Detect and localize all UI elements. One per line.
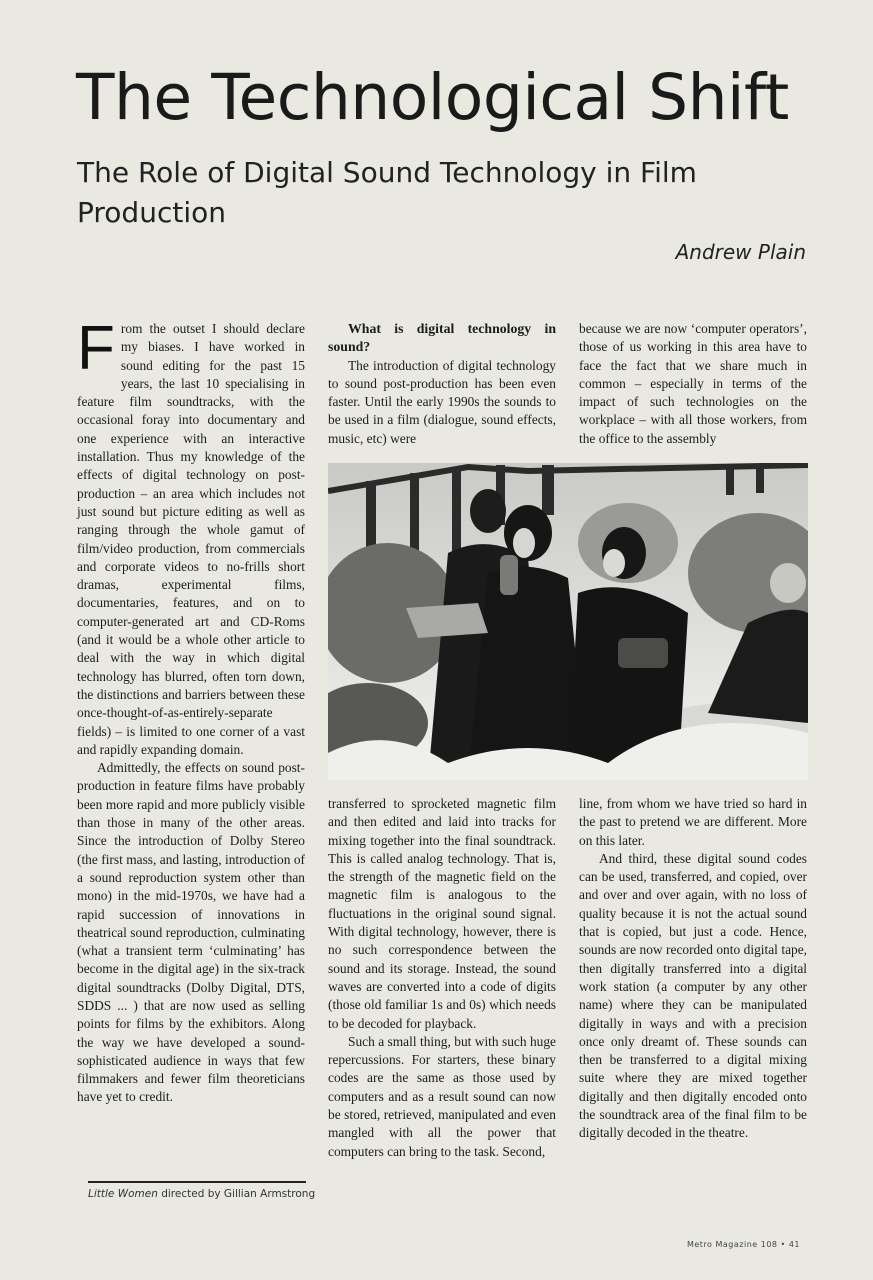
paragraph: Such a small thing, but with such huge repercussions. For starters, these binary codes are the same as those used by computers and as a result sound can now be stored, retrieved, manipulated and even mangled with all the power that computers can bring to the task. Second, [328, 1033, 556, 1159]
intro-text: rom the outset I should declare my biases. I have worked in sound editing for the past 15 years, the last 10 specialising in feature film soundtracks, with the occasional foray into documentary and one experience with an interactive installation. Thus my knowledge of the effects of digital technology on post-production – an area which includes not just sound but picture editing as well as ranging through the whole gamut of film/video production, from commercials and corporate videos to no-frills short dramas, experimental films, documentaries, features, and on to computer-generated art and CD-Roms (and it would be a whole other article to deal with the way in which digital technology has blurred, often torn down, the distinctions and barriers between these once-thought-of-as-entirely-separate fields) – is limited to one corner of a vast and rapidly expanding domain. [77, 321, 305, 757]
snow-scene-image [328, 463, 808, 780]
page-footer: Metro Magazine 108 • 41 [686, 1240, 800, 1249]
drop-cap: F [77, 314, 115, 383]
paragraph: transferred to sprocketed magnetic film and then edited and laid into tracks for mixing together into the final soundtrack. This is called analog technology. That is, the strength of the magnetic field on the magnetic film is analogous to the fluctuations in the original sound signal. With digital technology, however, there is no such correspondence between the sound and its storage. Instead, the sound waves are converted into a code of digits (those old familiar 1s and 0s) which needs to be decoded for playback. [328, 796, 556, 1031]
paragraph: because we are now ‘computer operators’, those of us working in this area have to face the fact that we share much in common – especially in terms of the impact of such technologies on the workplace – with all those workers, from the office to the assembly [579, 321, 807, 446]
column-2-bottom [328, 795, 556, 1161]
section-heading: What is digital technology in sound? [328, 321, 556, 355]
caption-divider [88, 1181, 306, 1183]
page-title: The Technological Shift [76, 61, 789, 134]
caption-film-title: Little Women [88, 1188, 158, 1200]
intro-paragraph [77, 314, 305, 759]
column-2-top [328, 320, 556, 448]
photo-caption [88, 1187, 318, 1201]
paragraph: line, from whom we have tried so hard in the past to pretend we are different. More on this later. [579, 796, 807, 848]
caption-text: directed by Gillian Armstrong [157, 1188, 316, 1200]
paragraph: The introduction of digital technology to sound post-production has been even faster. Until the early 1990s the sounds to be used in a film (dialogue, sound effects, music, etc) were [328, 357, 556, 446]
page-subtitle: The Role of Digital Sound Technology in Film Production [77, 156, 697, 229]
author-byline: Andrew Plain [675, 240, 806, 264]
column-1 [77, 314, 305, 1107]
paragraph: And third, these digital sound codes can be used, transferred, and copied, over and over and over again, with no loss of quality because it is not the actual sound that is copied, but just a code. Hence, sounds are now recorded onto digital tape, then digitally transferred into a digital work station (a computer by any other name) where they can be manipulated digitally in ways and with a precision once only dreamt of. These sounds can then be transferred to a digital mixing suite where they are mixed together digitally and then digitally encoded onto the soundtrack area of the final film to be digitally decoded in the theatre. [579, 850, 807, 1141]
film-still-photo [328, 463, 808, 780]
column-3-bottom [579, 795, 807, 1143]
column-3-top [579, 320, 807, 448]
paragraph: Admittedly, the effects on sound post-production in feature films have probably been more rapid and more publicly visible than those in many of the other areas. Since the introduction of Dolby Stereo (the first mass, and lasting, introduction of a sound reproduction system other than mono) in the mid-1970s, we have had a rapid succession of innovations in theatrical sound reproduction, culminating (what a transient term ‘culminating’ has become in the digital age) in the six-track digital soundtracks (Dolby Digital, DTS, SDDS ... ) that are now used as selling points for films by the exhibitors. Along the way we have developed a sound-sophisticated audience in ways that few filmmakers and fewer film theoreticians have yet to credit. [77, 760, 305, 1105]
